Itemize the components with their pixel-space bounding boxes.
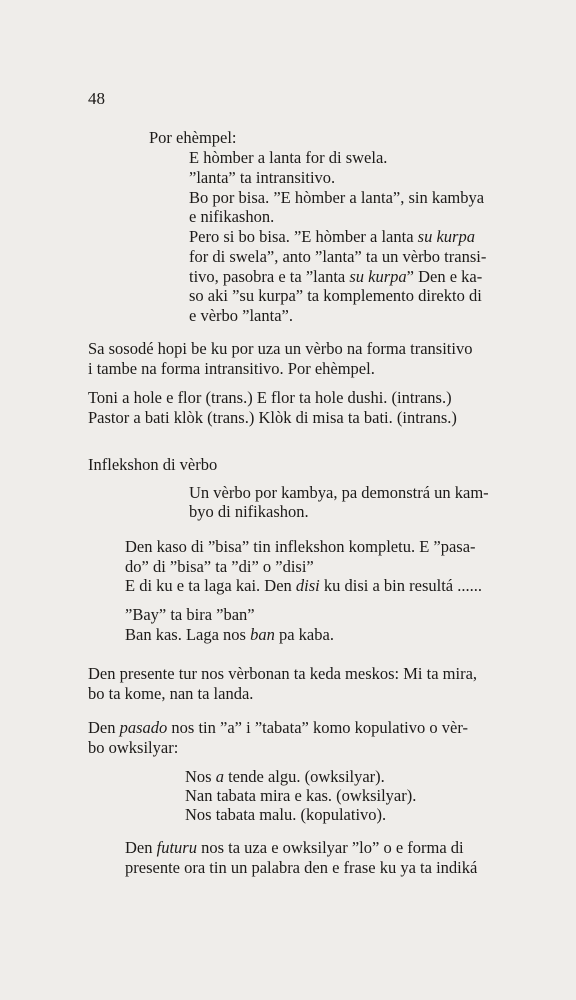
paragraph-line: Den pasado nos tin ”a” i ”tabata” komo kopulativo o vèr- <box>88 718 468 737</box>
example-line: Pero si bo bisa. ”E hòmber a lanta su kurpa <box>189 227 475 246</box>
example-line: Bo por bisa. ”E hòmber a lanta”, sin kambya <box>189 188 485 207</box>
example-line: Pastor a bati klòk (trans.) Klòk di misa ta bati. (intrans.) <box>88 408 457 427</box>
example-line: E hòmber a lanta for di swela. <box>189 148 388 167</box>
example-line: Toni a hole e flor (trans.) E flor ta hole dushi. (intrans.) <box>88 388 452 407</box>
paragraph-line: bo ta kome, nan ta landa. <box>88 684 254 703</box>
example-line: e nifikashon. <box>189 207 275 226</box>
example-line: e vèrbo ”lanta”. <box>189 306 293 325</box>
example-line: so aki ”su kurpa” ta komplemento direkto di <box>189 286 482 305</box>
paragraph-line: ”Bay” ta bira ”ban” <box>125 605 255 624</box>
paragraph-line: i tambe na forma intransitivo. Por ehèmpel. <box>88 359 375 378</box>
example-line: Nan tabata mira e kas. (owksilyar). <box>185 786 417 805</box>
paragraph-line: Den futuru nos ta uza e owksilyar ”lo” o e forma di <box>125 838 464 857</box>
paragraph-line: bo owksilyar: <box>88 738 179 757</box>
paragraph-line: presente ora tin un palabra den e frase ku ya ta indiká <box>125 858 478 877</box>
example-line: Nos a tende algu. (owksilyar). <box>185 767 385 786</box>
definition-line: byo di nifikashon. <box>189 502 309 521</box>
definition-line: Un vèrbo por kambya, pa demonstrá un kam- <box>189 483 489 502</box>
paragraph-line: Den kaso di ”bisa” tin inflekshon kompletu. E ”pasa- <box>125 537 476 556</box>
page-number: 48 <box>88 89 105 108</box>
paragraph-line: Den presente tur nos vèrbonan ta keda meskos: Mi ta mira, <box>88 664 478 683</box>
example-line: for di swela”, anto ”lanta” ta un vèrbo transi- <box>189 247 487 266</box>
section-heading: Inflekshon di vèrbo <box>88 455 218 474</box>
example-intro: Por ehèmpel: <box>149 128 237 147</box>
paragraph-line: Sa sosodé hopi be ku por uza un vèrbo na forma transitivo <box>88 339 473 358</box>
paragraph-line: E di ku e ta laga kai. Den disi ku disi a bin resultá ...... <box>125 576 482 595</box>
example-line: Nos tabata malu. (kopulativo). <box>185 805 387 824</box>
paragraph-line: do” di ”bisa” ta ”di” o ”disi” <box>125 557 314 576</box>
paragraph-line: Ban kas. Laga nos ban pa kaba. <box>125 625 334 644</box>
example-line: ”lanta” ta intransitivo. <box>189 168 336 187</box>
example-line: tivo, pasobra e ta ”lanta su kurpa” Den e ka- <box>189 267 483 286</box>
